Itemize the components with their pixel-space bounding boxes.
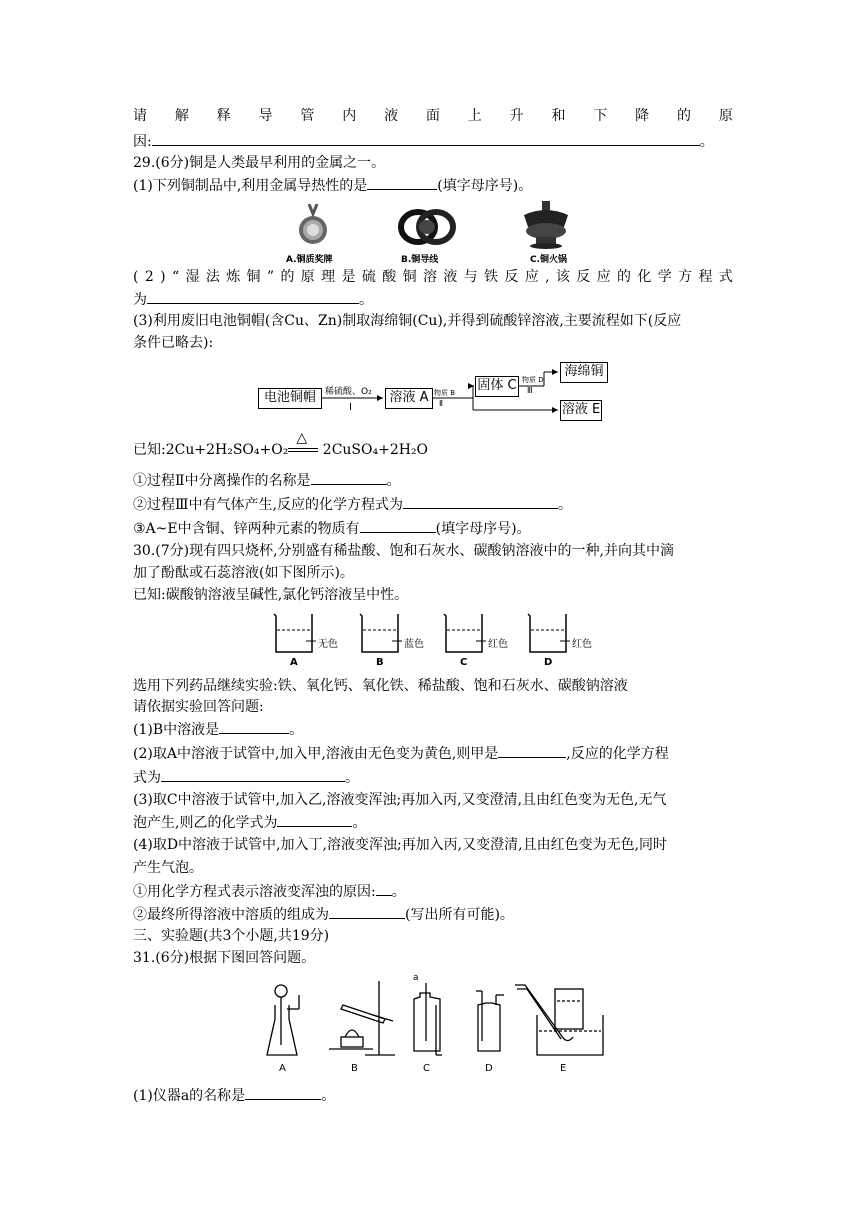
glyph: 与 [463,269,478,285]
flow-box-product: 海绵铜 [560,362,608,383]
equation-arrow: △ [288,440,318,454]
glyph: 式 [718,269,733,285]
flow-step2-reagent: 物质 B [434,389,456,397]
flow-box-solid-c: 固体 C [475,376,519,397]
beaker-d-label: D [544,657,553,668]
beaker-c [444,614,486,652]
q29-part3-line2: 条件已略去): [133,335,214,351]
glyph: 液 [384,108,399,124]
glyph: 2 [144,269,154,285]
glyph: 学 [657,269,672,285]
flow-step3-reagent: 物质 D [522,376,544,384]
answer-blank[interactable] [147,289,359,304]
item-caption-a: A.铜质奖牌 [286,255,333,265]
beaker-d-color: 红色 [572,639,592,650]
apparatus-d-bottle [476,991,504,1051]
glyph: 湿 [185,269,200,285]
glyph: 硫 [361,269,376,285]
glyph: 面 [425,108,440,124]
flow-step2-number: Ⅱ [439,399,443,408]
q29-part3-line1: (3)利用废旧电池铜帽(含Cu、Zn)制取海绵铜(Cu),并得到硫酸锌溶液,主要流程如下(反应 [133,313,682,329]
answer-blank[interactable] [245,1085,321,1100]
beaker-c-color: 红色 [488,639,508,650]
glyph: 炼 [226,269,241,285]
apparatus-tag-a: a [413,973,419,983]
apparatus-label-b: B [351,1063,358,1074]
glyph: 反 [576,269,591,285]
glyph: 的 [280,269,295,285]
glyph: 反 [504,269,519,285]
q29-part2-line2: 为 。 [133,289,733,310]
q30-part2-line1: (2)取A中溶液于试管中,加入甲,溶液由无色变为黄色,则甲是 ,反应的化学方程 [133,743,733,764]
glyph: 酸 [382,269,397,285]
answer-blank[interactable] [311,470,387,485]
glyph: 程 [698,269,713,285]
item-caption-b: B.铜导线 [401,255,439,265]
glyph: ( [133,269,139,285]
q30-part1: (1)B中溶液是 。 [133,719,733,740]
beakers-figure [270,610,610,672]
answer-blank[interactable] [498,743,566,758]
answer-blank[interactable] [360,518,436,533]
answer-blank[interactable] [329,904,405,919]
q30-known: 已知:碳酸钠溶液呈碱性,氯化钙溶液呈中性。 [133,587,409,603]
beaker-b-label: B [376,657,384,668]
apparatus-e-trough [515,985,603,1055]
q30-part2-line2: 式为 。 [133,767,733,788]
flow-box-start: 电池铜帽 [258,388,322,409]
known-equation: 已知:2Cu+2H₂SO₄+O₂ △ 2CuSO₄+2H₂O [133,430,429,458]
glyph: 下 [593,108,608,124]
beaker-c-label: C [460,657,468,668]
glyph: 法 [205,269,220,285]
beaker-b [360,614,402,652]
apparatus-c-bottle [414,983,442,1055]
flow-box-solution-a: 溶液 A [385,388,433,409]
q29-sub3: ③A~E中含铜、锌两种元素的物质有 (填字母序号)。 [133,518,733,539]
item-caption-c: C.铜火锅 [530,255,568,265]
glyph: 该 [555,269,570,285]
glyph: 应 [524,269,539,285]
q30-part4-line1: (4)取D中溶液于试管中,加入丁,溶液变浑浊;再加入丙,又变澄清,且由红色变为无色,同时 [133,837,668,853]
glyph: 溶 [422,269,437,285]
q30-part4-line2: 产生气泡。 [133,860,203,876]
copper-hotpot-image [520,201,572,249]
glyph: 化 [637,269,652,285]
q30-sub1: ①用化学方程式表示溶液变浑浊的原因: 。 [133,881,733,902]
answer-blank[interactable] [403,494,558,509]
q30-title-line1: 30.(7分)现有四只烧杯,分别盛有稀盐酸、饱和石灰水、碳酸钠溶液中的一种,并向其中滴 [133,543,674,559]
glyph: 释 [216,108,231,124]
glyph: “ [171,269,180,285]
glyph: 铜 [246,269,261,285]
answer-blank[interactable] [367,175,437,190]
beaker-a-label: A [290,657,298,668]
glyph: 理 [321,269,336,285]
q29-part2-line1 [133,267,733,287]
glyph: 铜 [402,269,417,285]
glyph: 内 [342,108,357,124]
glyph: 应 [596,269,611,285]
q30-reagents: 选用下列药品继续实验:铁、氧化钙、氧化铁、稀盐酸、饱和石灰水、碳酸钠溶液 [133,678,628,694]
beaker-b-color: 蓝色 [404,639,424,650]
q30-part3-line1: (3)取C中溶液于试管中,加入乙,溶液变浑浊;再加入丙,又变澄清,且由红色变为无色,无气 [133,792,667,808]
glyph: 升 [509,108,524,124]
glyph: 管 [300,108,315,124]
apparatus-label-e: E [560,1063,567,1074]
apparatus-label-a: A [279,1063,286,1074]
glyph: 方 [678,269,693,285]
glyph: 原 [300,269,315,285]
q30-sub2: ②最终所得溶液中溶质的组成为 (写出所有可能)。 [133,904,733,925]
flow-box-solution-e: 溶液 E [560,400,602,421]
q30-intro: 请依据实验回答问题: [133,699,264,715]
q29-title: 29.(6分)铜是人类最早利用的金属之一。 [133,155,386,171]
answer-blank[interactable] [152,131,700,146]
glyph: 的 [617,269,631,285]
apparatus-figure [265,975,605,1075]
answer-blank[interactable] [161,767,345,782]
glyph: 降 [635,108,650,124]
flow-step1-number: Ⅰ [349,402,352,413]
glyph: 液 [443,269,458,285]
glyph: 铁 [484,269,499,285]
answer-blank[interactable] [277,812,352,827]
q30-title-line2: 加了酚酞或石蕊溶液(如下图所示)。 [133,565,354,581]
glyph: ” [266,269,275,285]
q30-part3-line2: 泡产生,则乙的化学式为 。 [133,812,733,833]
beaker-d [528,614,570,652]
q31-title: 31.(6分)根据下图回答问题。 [133,950,316,966]
copper-wire-image [398,207,456,247]
glyph: 的 [676,108,691,124]
answer-blank[interactable] [376,881,392,896]
glyph: 导 [258,108,273,124]
apparatus-label-c: C [423,1063,430,1074]
flow-step1-reagent: 稀硫酸、O₂ [325,387,372,397]
glyph: , [545,269,550,285]
q28-line2: 因: 。 [133,131,733,152]
q31-part1: (1)仪器a的名称是 。 [133,1085,733,1106]
glyph: 原 [718,108,733,124]
glyph: 解 [174,108,189,124]
glyph: 请 [133,108,147,124]
q28-line1 [133,106,733,126]
section3-title: 三、实验题(共3个小题,共19分) [133,928,330,944]
q29-sub1: ①过程Ⅱ中分离操作的名称是 。 [133,470,733,491]
glyph: 和 [551,108,566,124]
flow-step3-number: Ⅲ [527,386,533,395]
beaker-a-color: 无色 [318,639,338,650]
apparatus-label-d: D [485,1063,493,1074]
apparatus-b-heating [329,981,395,1055]
answer-blank[interactable] [219,719,289,734]
copper-medal-image [298,204,328,246]
glyph: 上 [467,108,482,124]
apparatus-a-flask [267,985,299,1055]
q29-part1: (1)下列铜制品中,利用金属导热性的是 (填字母序号)。 [133,175,733,196]
beaker-a [274,614,316,652]
q29-sub2: ②过程Ⅲ中有气体产生,反应的化学方程式为 。 [133,494,733,515]
glyph: 是 [341,269,356,285]
glyph: ) [160,269,166,285]
